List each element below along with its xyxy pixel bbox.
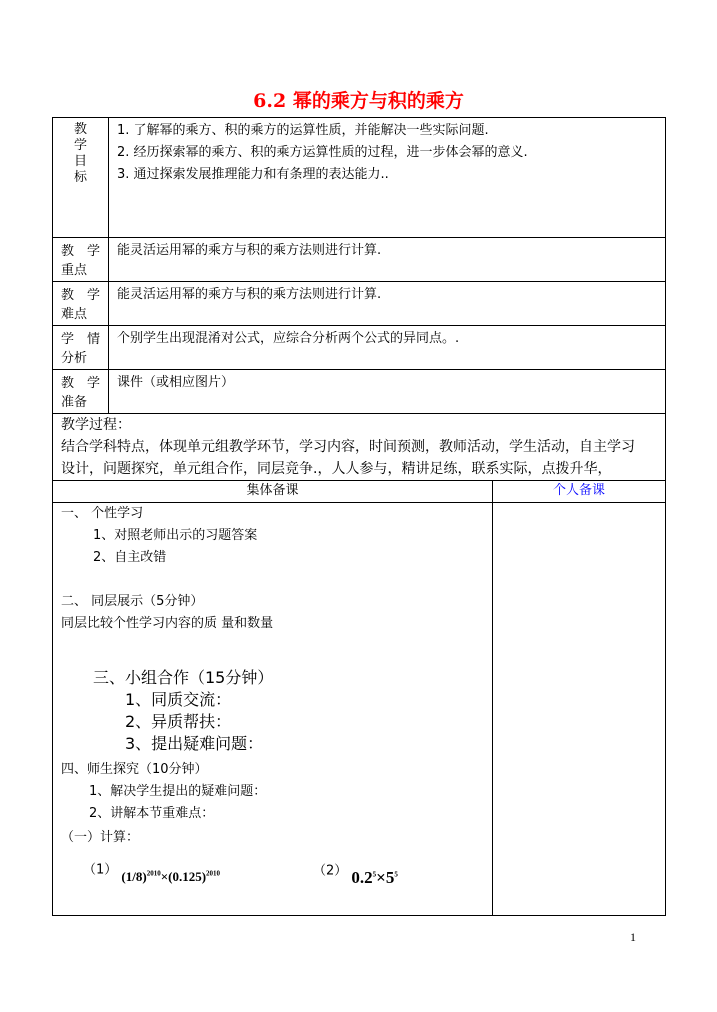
label-goals: 教学目标 xyxy=(52,117,109,238)
goal-2: 2. 经历探索幂的乘方、积的乘方运算性质的过程，进一步体会幂的意义. xyxy=(117,145,528,160)
goal-1: 1. 了解幂的乘方、积的乘方的运算性质，并能解决一些实际问题. xyxy=(117,123,489,138)
page-title: 6.2 幂的乘方与积的乘方 xyxy=(253,90,464,112)
goals-cell xyxy=(108,117,666,238)
label-prep: 教 学 准备 xyxy=(52,369,109,414)
group-body: 一、 个性学习 1、对照老师出示的习题答案 2、自主改错 二、 同层展示（5分钟） 同层比较个性学习内容的质 量和数量 三、小组合作（15分钟） 1、同质交流： 2、异质帮扶： 3、提出疑难问题： 四、师生探究（10分钟） 1、解决学生提出的疑难问题： 2、讲解本节重难点： （一）计算： （1） $(1/8)^{2010}\times(0.125)^{2010}$ （2） $0.2^5\times 5^5$ xyxy=(52,502,493,916)
analysis-cell: 个别学生出现混淆对公式，应综合分析两个公式的异同点。. xyxy=(108,325,666,370)
difficulty-cell: 能灵活运用幂的乘方与积的乘方法则进行计算. xyxy=(108,281,666,326)
label-analysis: 学 情 分析 xyxy=(52,325,109,370)
personal-header: 个人备课 xyxy=(492,480,666,503)
process-cell: 教学过程： 结合学科特点，体现单元组教学环节，学习内容，时间预测，教师活动，学生活动，自主学习 设计，问题探究，单元组合作，同层竞争.，人人参与，精讲足练，联系实际，点拨升华， xyxy=(52,413,666,481)
problems xyxy=(61,855,484,895)
problem-1: （1） $(1/8)^{2010}\times(0.125)^{2010}$ xyxy=(83,862,221,885)
prep-cell: 课件（或相应图片） xyxy=(108,369,666,414)
key-cell: 能灵活运用幂的乘方与积的乘方法则进行计算. xyxy=(108,237,666,282)
problem-2: （2） $0.2^5\times 5^5$ xyxy=(313,863,398,887)
goal-3: 3. 通过探索发展推理能力和有条理的表达能力.. xyxy=(117,167,389,182)
personal-body xyxy=(492,502,666,916)
page-number: 1 xyxy=(630,930,636,944)
label-difficulty: 教 学 难点 xyxy=(52,281,109,326)
group-header: 集体备课 xyxy=(52,480,493,503)
label-key: 教 学 重点 xyxy=(52,237,109,282)
